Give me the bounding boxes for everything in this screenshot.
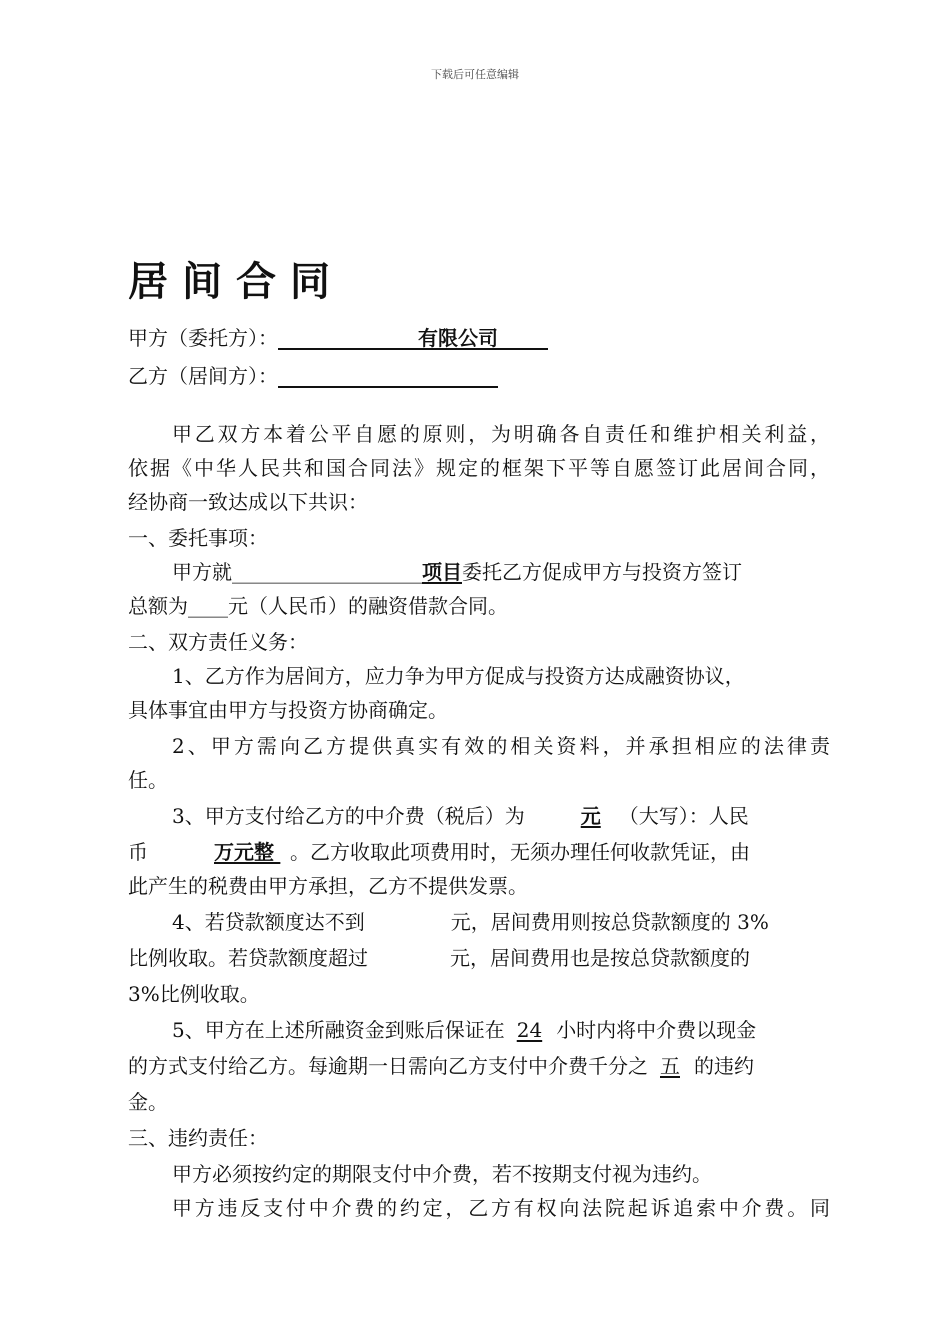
document-title: 居间合同 (128, 258, 344, 305)
section-3-line-2: 甲方违反支付中介费的约定，乙方有权向法院起诉追索中介费。同 (172, 1196, 830, 1220)
item-3-text-b: （大写）：人民 (618, 804, 749, 828)
item-4-line-2 (128, 942, 830, 975)
item-2-line-2: 任。 (128, 768, 168, 792)
item-4-text-d: 元，居间费用也是按总贷款额度的 (450, 946, 750, 970)
item-5-penalty-value: 五 (660, 1054, 680, 1078)
section-3-line-1: 甲方必须按约定的期限支付中介费，若不按期支付视为违约。 (172, 1162, 712, 1186)
header-note: 下载后可任意编辑 (431, 68, 519, 81)
item-3-fee-words: 万元整 (214, 840, 274, 864)
item-4-text-a: 4、若贷款额度达不到 (172, 910, 365, 934)
item-5-line-2 (128, 1050, 830, 1083)
section-1-line-2 (128, 590, 830, 623)
item-3-text-a: 3、甲方支付给乙方的中介费（税后）为 (172, 804, 525, 828)
item-5-line-1 (128, 1014, 830, 1047)
item-5-line-3: 金。 (128, 1090, 168, 1114)
party-a-line (128, 322, 548, 351)
s1-project-label: 项目 (422, 560, 462, 584)
item-5-penalty (648, 1054, 690, 1078)
item-3-yuan: 元 (580, 804, 601, 828)
item-3-line-1 (128, 800, 830, 833)
item-5-text-d: 的违约 (694, 1054, 754, 1078)
party-b-line (128, 360, 498, 389)
item-5-hours (505, 1018, 552, 1042)
party-a-blank-tail: _____ (498, 326, 548, 350)
party-a-name: 有限公司 (418, 326, 498, 350)
section-3-heading: 三、违约责任： (128, 1126, 268, 1150)
item-4-line-3: 3%比例收取。 (128, 982, 260, 1006)
s1-text-a: 甲方就 (172, 560, 232, 584)
party-a-blank: ______________ (278, 326, 418, 350)
item-4-line-1 (128, 906, 830, 939)
party-b-blank: ______________________ (278, 364, 498, 388)
section-2-heading: 二、双方责任义务： (128, 630, 308, 654)
item-5-hours-value: 24 (516, 1018, 543, 1042)
item-5-text-a: 5、甲方在上述所融资金到账后保证在 (172, 1018, 505, 1042)
item-1-line-1: 1、乙方作为居间方，应力争为甲方促成与投资方达成融资协议， (172, 664, 745, 688)
intro-line-2: 依据《中华人民共和国合同法》规定的框架下平等自愿签订此居间合同， (128, 456, 830, 480)
item-5-text-b: 小时内将中介费以现金 (556, 1018, 757, 1042)
s1-text-tail: 元（人民币）的融资借款合同。 (228, 594, 508, 618)
item-5-text-c: 的方式支付给乙方。每逾期一日需向乙方支付中介费千分之 (128, 1054, 648, 1078)
item-3-currency: 币 (128, 840, 148, 864)
item-2-line-1: 2、甲方需向乙方提供真实有效的相关资料，并承担相应的法律责 (172, 734, 830, 758)
s1-total-label: 总额为 (128, 594, 188, 618)
s1-text-c: 委托乙方促成甲方与投资方签订 (462, 560, 742, 584)
section-1-heading: 一、委托事项： (128, 526, 268, 550)
s1-project-blank: ___________________ (232, 560, 422, 584)
item-3-text-c: 。乙方收取此项费用时，无须办理任何收款凭证，由 (290, 840, 750, 864)
intro-line-3: 经协商一致达成以下共识： (128, 490, 368, 514)
section-1-line-1 (128, 556, 830, 589)
party-b-label: 乙方（居间方）： (128, 364, 278, 388)
item-3-line-3: 此产生的税费由甲方承担，乙方不提供发票。 (128, 874, 528, 898)
party-a-label: 甲方（委托方）： (128, 326, 278, 350)
intro-line-1: 甲乙双方本着公平自愿的原则，为明确各自责任和维护相关利益， (172, 422, 830, 446)
item-4-text-c: 比例收取。若贷款额度超过 (128, 946, 368, 970)
item-3-fee-amount (525, 804, 613, 828)
item-4-text-b: 元，居间费用则按总贷款额度的 3% (450, 910, 769, 934)
item-1-line-2: 具体事宜由甲方与投资方协商确定。 (128, 698, 448, 722)
item-3-line-2 (128, 836, 830, 869)
s1-amount-blank: ____ (188, 594, 228, 618)
